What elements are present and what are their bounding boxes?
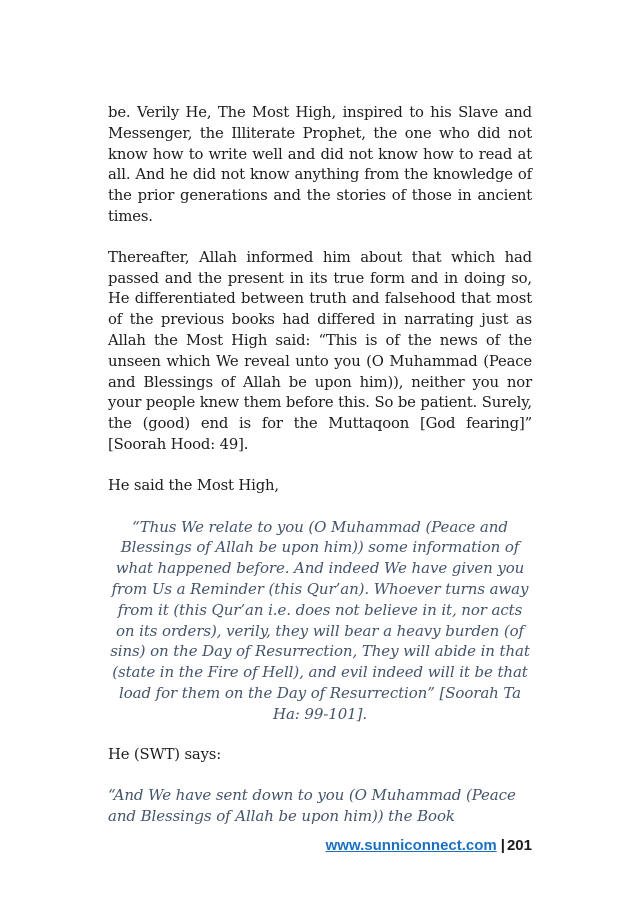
- footer-separator: |: [500, 837, 505, 854]
- page-footer: [108, 837, 532, 854]
- text-block: [108, 103, 532, 847]
- body-paragraph-1: be. Verily He, The Most High, inspired to his Slave and Messenger, the Illiterate Prophet, the one who did not know how to write well and did not know how to read at all. And he did not know anything from the knowledge of the prior generations and the stories of those in ancient times.: [108, 104, 532, 225]
- lead-in-he-swt-says: He (SWT) says:: [108, 745, 222, 763]
- quran-quote-sent-down-book: “And We have sent down to you (O Muhammad (Peace and Blessings of Allah be upon him)) the Book: [108, 786, 516, 826]
- body-paragraph-2: Thereafter, Allah informed him about that which had passed and the present in its true form and in doing so, He differentiated between truth and falsehood that most of the previous books had differed in narrating just as Allah the Most High said: “This is of the news of the unseen which We reveal unto you (O Muhammad (Peace and Blessings of Allah be upon him)), neither you nor your people knew them before this. So be patient. Surely, the (good) end is for the Muttaqoon [God fearing]” [Soorah Hood: 49].: [108, 248, 532, 453]
- website-link[interactable]: www.sunniconnect.com: [325, 837, 497, 854]
- page-number: 201: [506, 837, 532, 854]
- lead-in-he-said: He said the Most High,: [108, 476, 279, 494]
- quran-quote-soorah-ta-ha: “Thus We relate to you (O Muhammad (Peace and Blessings of Allah be upon him)) some information of what happened before. And indeed We have given you from Us a Reminder (this Qur’an). Whoever turns away from it (this Qur’an i.e. does not believe in it, nor acts on its orders), verily, they will bear a heavy burden (of sins) on the Day of Resurrection, They will abide in that (state in the Fire of Hell), and evil indeed will it be that load for them on the Day of Resurrection” [Soorah Ta Ha: 99-101].: [110, 517, 530, 723]
